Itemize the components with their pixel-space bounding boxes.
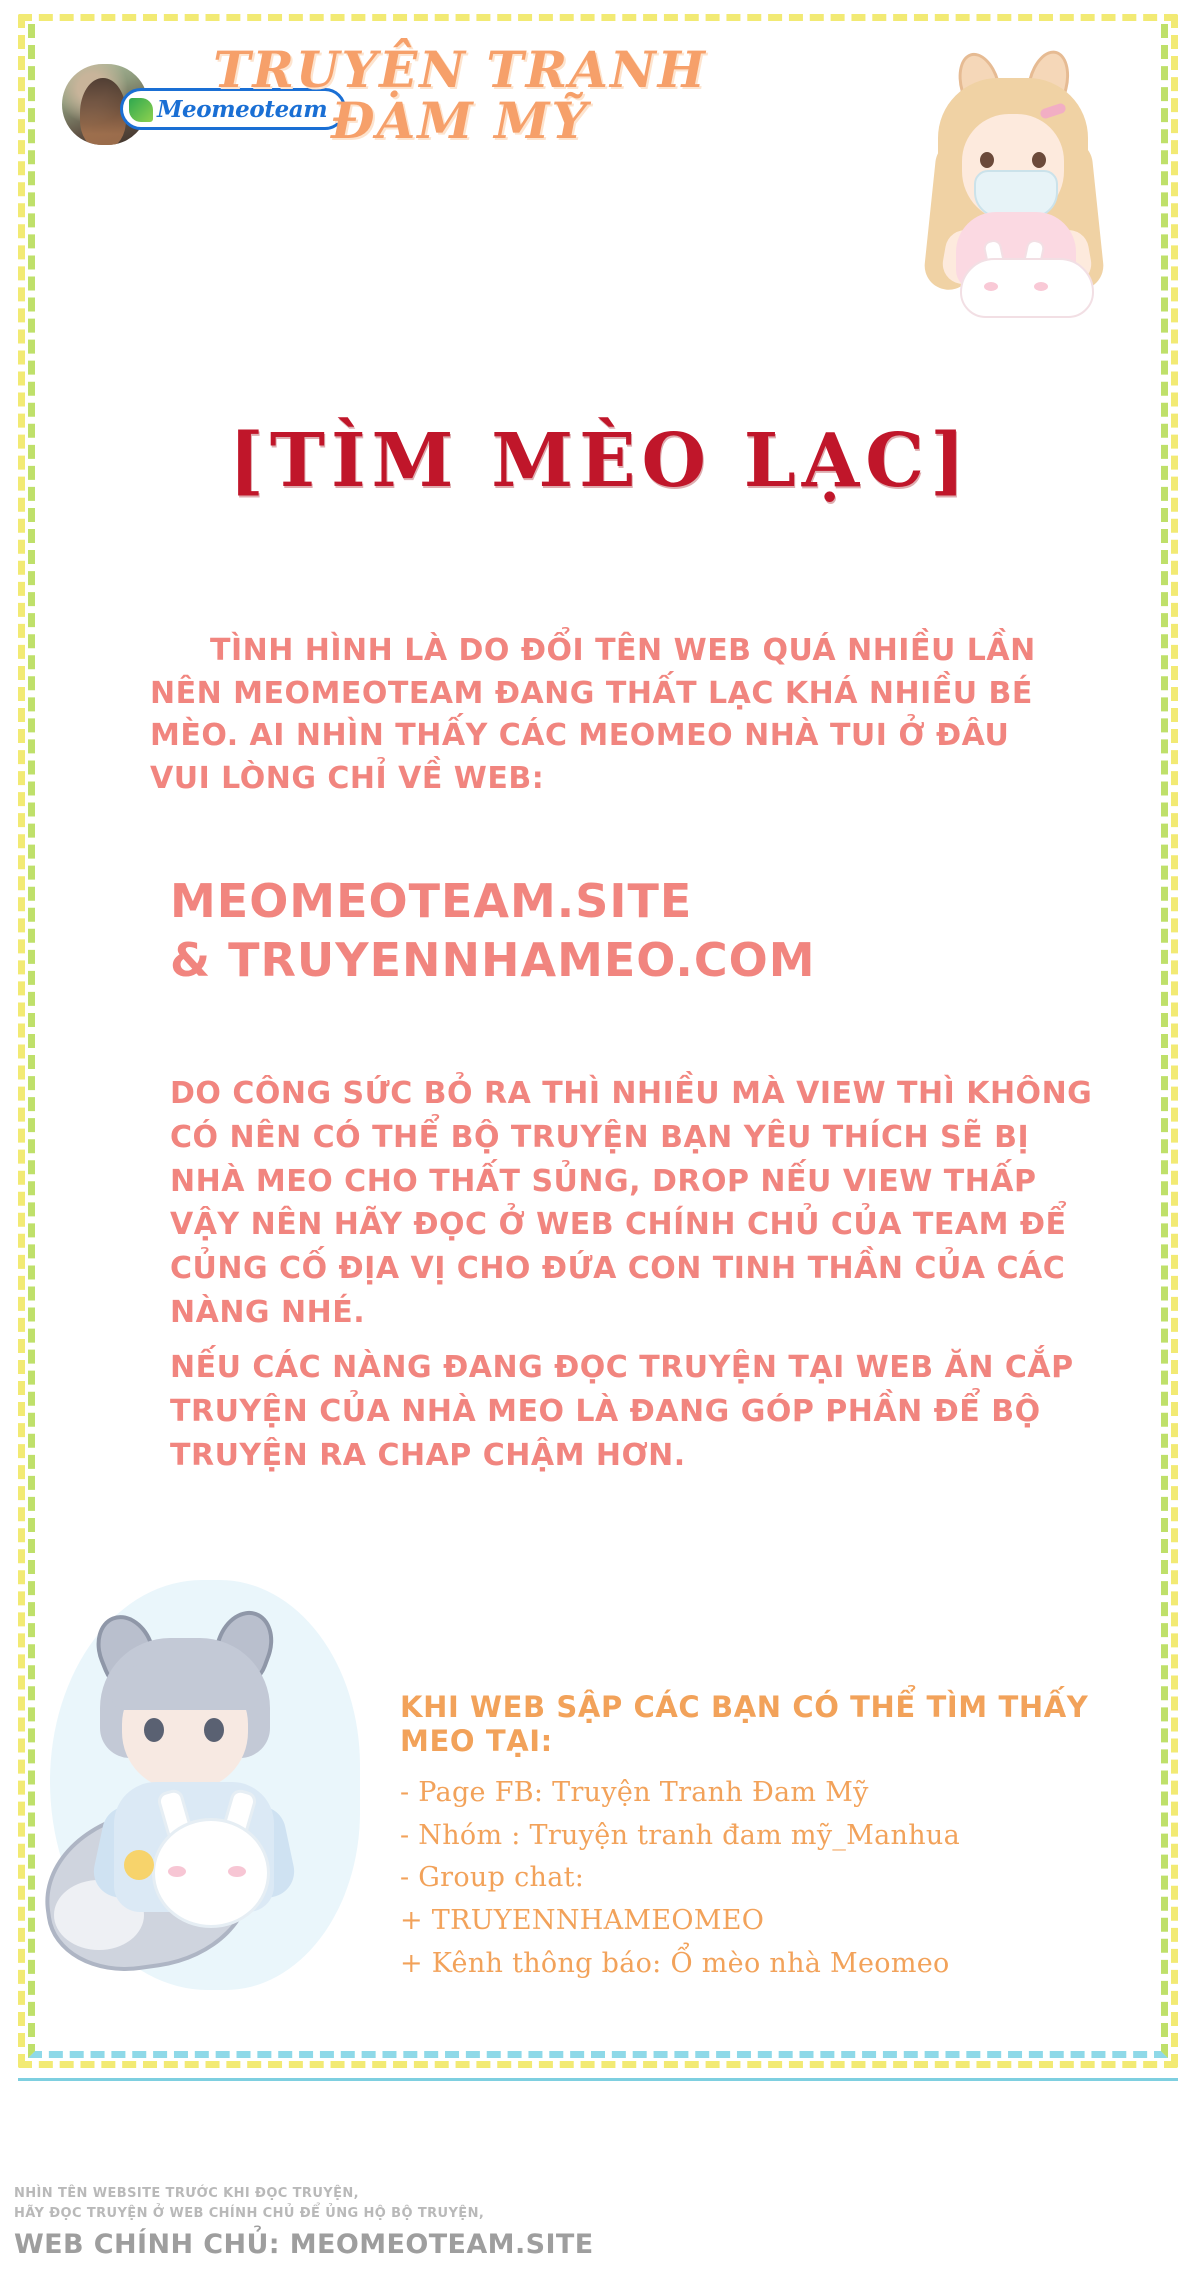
eye-left [980,152,994,168]
face-mask-icon [974,170,1058,218]
list-item[interactable]: + Kênh thông báo: Ổ mèo nhà Meomeo [400,1947,950,1979]
leaf-icon [129,98,153,122]
contact-block [400,1690,1100,1985]
wolf-eye-left [144,1718,164,1742]
footer [14,2184,1194,2260]
wolf-boy-illustration [40,1560,370,2000]
paragraph-stolen-text: NẾU CÁC NÀNG ĐANG ĐỌC TRUYỆN TẠI WEB ĂN CẮP TRUYỆN CỦA NHÀ MEO LÀ ĐANG GÓP PHẦN ĐỂ BỘ TRUYỆN RA CHAP CHẬM HƠN. [170,1350,1074,1473]
logo-text: Meomeoteam [157,95,328,123]
contact-title: KHI WEB SẬP CÁC BẠN CÓ THỂ TÌM THẤY MEO TẠI: [400,1690,1089,1758]
footer-note-line-2: HÃY ĐỌC TRUYỆN Ở WEB CHÍNH CHỦ ĐỂ ỦNG HỘ BỘ TRUYỆN, [14,2205,485,2221]
header [40,34,1160,284]
paragraph-stolen [170,1346,1100,1477]
list-item[interactable]: - Group chat: [400,1862,585,1894]
footer-note-line-1: NHÌN TÊN WEBSITE TRƯỚC KHI ĐỌC TRUYỆN, [14,2186,359,2201]
paragraph-intro [150,630,1080,800]
page-title: [TÌM MÈO LẠC] [228,418,972,504]
paragraph-views-text: DO CÔNG SỨC BỎ RA THÌ NHIỀU MÀ VIEW THÌ KHÔNG CÓ NÊN CÓ THỂ BỘ TRUYỆN BẠN YÊU THÍCH SẼ BỊ NHÀ MEO CHO THẤT SỦNG, DROP NẾU VIEW THẤP VẬY NÊN HÃY ĐỌC Ở WEB CHÍNH CHỦ CỦA TEAM ĐỂ CỦNG CỐ ĐỊA VỊ CHO ĐỨA CON TINH THẦN CỦA CÁC NÀNG NHÉ. [170,1076,1093,1330]
flower-icon [124,1850,154,1880]
bunny-cheek-right [1034,282,1048,291]
bunny-cheek-left [984,282,998,291]
plush-cheek-right [228,1866,246,1877]
footer-main-site[interactable]: WEB CHÍNH CHỦ: MEOMEOTEAM.SITE [14,2229,594,2260]
bunny-plush-icon [960,258,1094,318]
list-item[interactable]: + TRUYENNHAMEOMEO [400,1904,765,1936]
wolf-eye-right [204,1718,224,1742]
plush-cheek-left [168,1866,186,1877]
brand-title [180,40,740,150]
decorative-bottom-rule [18,2078,1178,2081]
site-line-1[interactable]: MEOMEOTEAM.SITE [170,874,693,928]
official-sites [170,872,1130,990]
eye-right [1032,152,1046,168]
chibi-girl-illustration [900,44,1150,314]
site-line-2[interactable]: & TRUYENNHAMEO.COM [170,932,816,987]
paragraph-intro-text: TÌNH HÌNH LÀ DO ĐỔI TÊN WEB QUÁ NHIỀU LẦN NÊN MEOMEOTEAM ĐANG THẤT LẠC KHÁ NHIỀU BÉ MÈO. AI NHÌN THẤY CÁC MEOMEO NHÀ TUI Ở ĐÂU VUI LÒNG CHỈ VỀ WEB: [150,633,1036,796]
wolf-fringe [112,1664,258,1710]
list-item[interactable]: - Nhóm : Truyện tranh đam mỹ_Manhua [400,1819,960,1851]
brand-title-line-1: TRUYỆN TRANH [213,40,707,99]
paragraph-views [170,1072,1100,1335]
list-item[interactable]: - Page FB: Truyện Tranh Đam Mỹ [400,1777,869,1808]
brand-title-line-2: ĐAM MỸ [330,91,590,150]
